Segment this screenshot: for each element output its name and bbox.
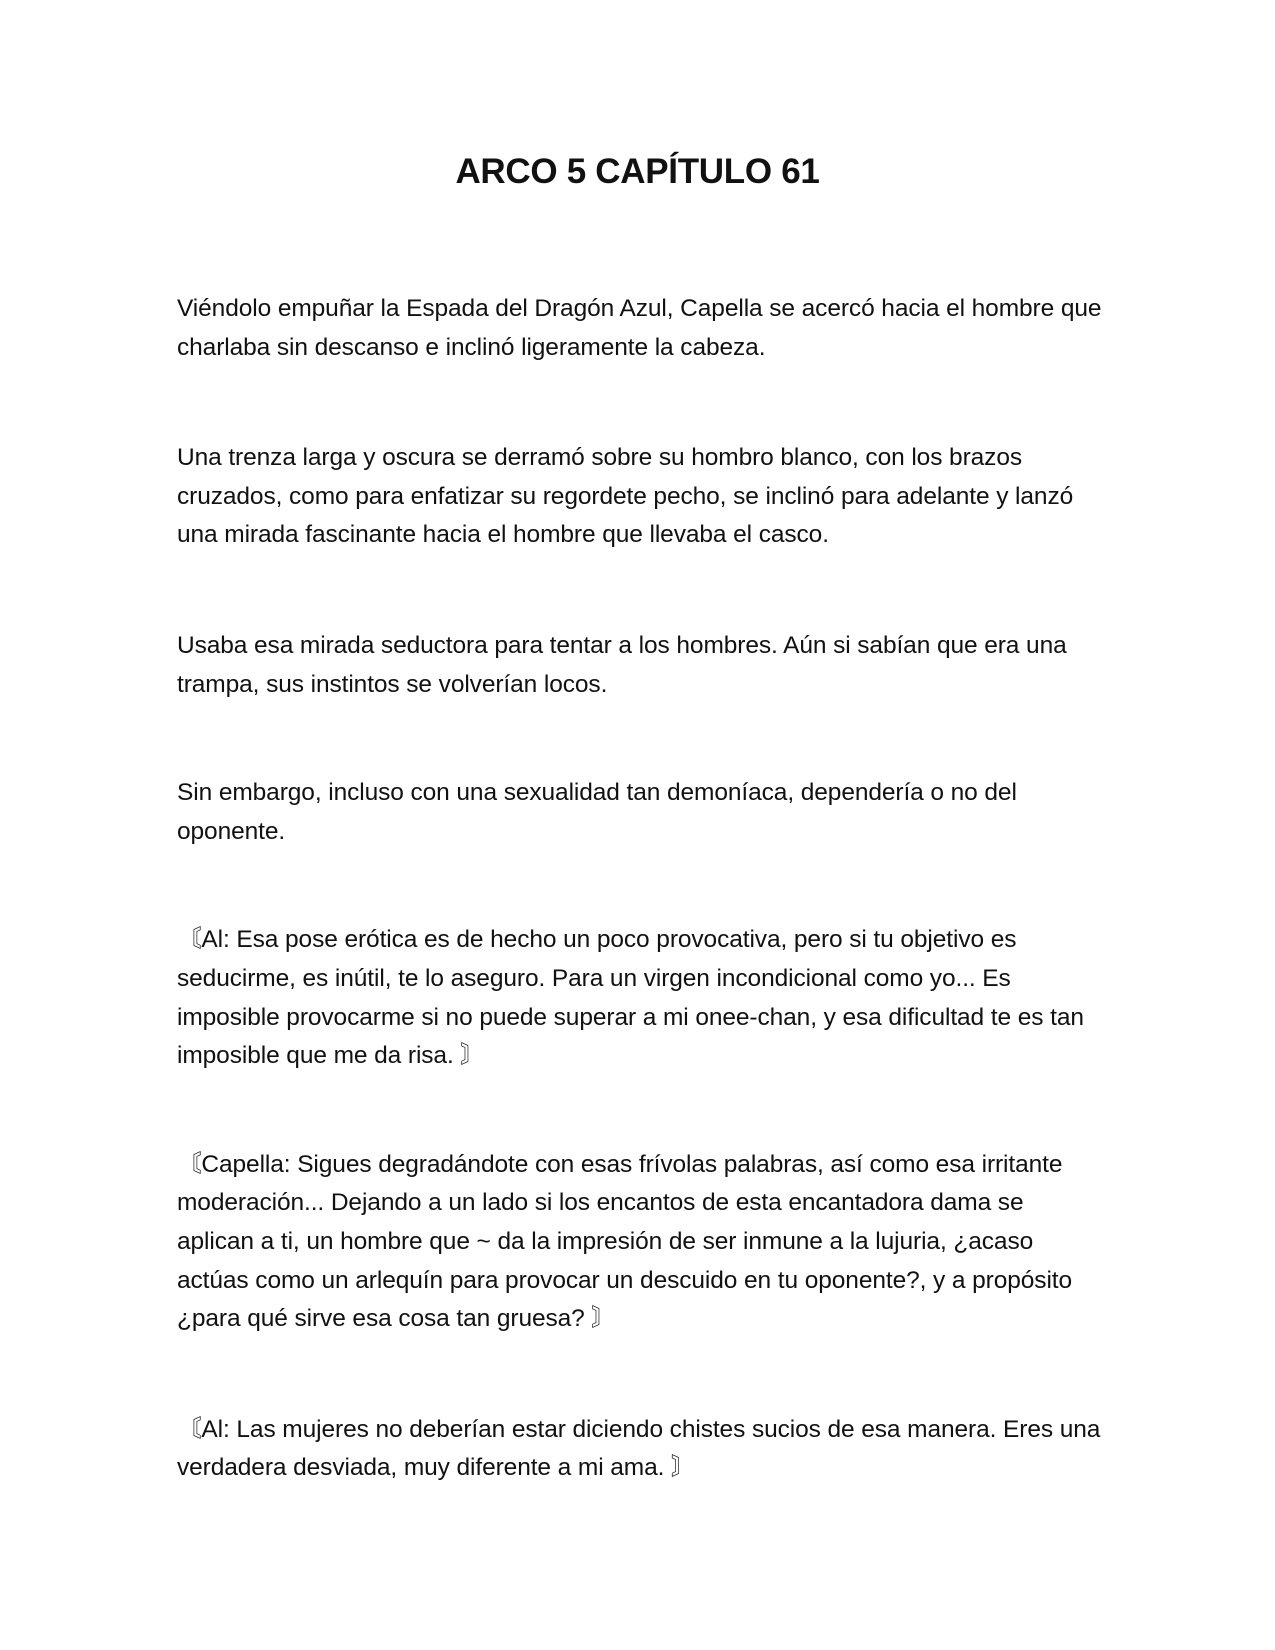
dialogue-paragraph: 〘Al: Esa pose erótica es de hecho un poco provocativa, pero si tu objetivo es seducirme, es inútil, te lo aseguro. Para un virgen incondicional como yo... Es imposible provocarme si no puede superar a mi onee-chan, y esa dificultad te es tan imposible que me da risa. 〙 [177, 926, 1084, 1070]
dialogue-paragraph: 〘Al: Las mujeres no deberían estar diciendo chistes sucios de esa manera. Eres una verdadera desviada, muy diferente a mi ama. 〙 [177, 1415, 1101, 1482]
chapter-title: ARCO 5 CAPÍTULO 61 [455, 152, 820, 191]
paragraph: Usaba esa mirada seductora para tentar a los hombres. Aún si sabían que era una trampa, sus instintos se volverían locos. [177, 631, 1067, 698]
chapter-body [177, 290, 1107, 1560]
paragraph: Una trenza larga y oscura se derramó sobre su hombro blanco, con los brazos cruzados, como para enfatizar su regordete pecho, se inclinó para adelante y lanzó una mirada fascinante hacia el hombre que llevaba el casco. [177, 444, 1074, 549]
dialogue-paragraph: 〘Capella: Sigues degradándote con esas frívolas palabras, así como esa irritante moderación... Dejando a un lado si los encantos de esta encantadora dama se aplican a ti, un hombre que ~ da la impresión de ser inmune a la lujuria, ¿acaso actúas como un arlequín para provocar un descuido en tu oponente?, y a propósito ¿para qué sirve esa cosa tan gruesa? 〙 [177, 1150, 1073, 1333]
paragraph: Viéndolo empuñar la Espada del Dragón Azul, Capella se acercó hacia el hombre que charlaba sin descanso e inclinó ligeramente la cabeza. [177, 295, 1102, 361]
paragraph: Sin embargo, incluso con una sexualidad tan demoníaca, dependería o no del oponente. [177, 779, 1017, 845]
